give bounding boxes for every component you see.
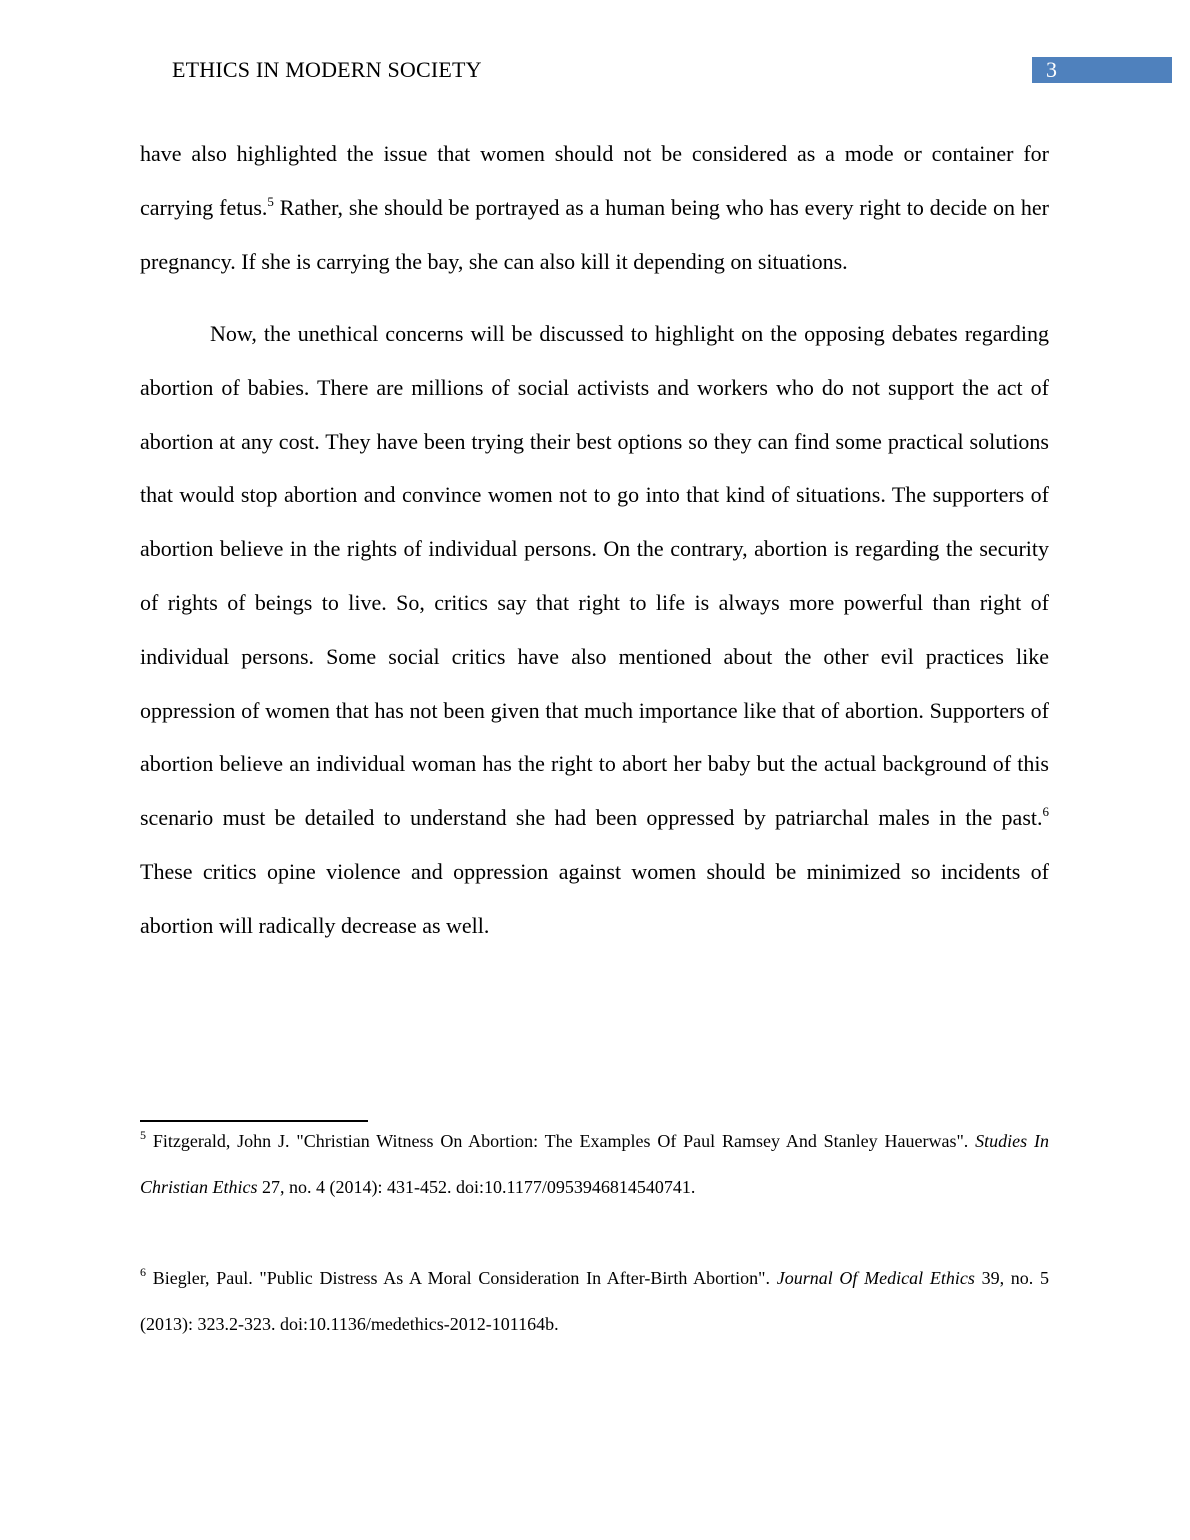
footnote-text: 27, no. 4 (2014): 431-452. doi:10.1177/0953946814540741.	[257, 1177, 696, 1197]
page-number-box	[1032, 57, 1172, 83]
footnote-text: 39, no. 5 (2013): 323.2-323. doi:10.1136/medethics-2012-101164b.	[140, 1268, 1050, 1334]
footnote-reference-5[interactable]: 5	[267, 193, 274, 209]
paragraph-text: These critics opine violence and oppression against women should be minimized so incidents of abortion will radically decrease as well.	[140, 858, 1049, 938]
footnote-journal: Studies In Christian Ethics	[140, 1131, 1049, 1197]
footnote-text: Fitzgerald, John J. "Christian Witness On Abortion: The Examples Of Paul Ramsey And Stanley Hauerwas".	[146, 1131, 976, 1151]
footnote-5	[140, 1118, 1049, 1210]
page-number: 3	[1046, 57, 1057, 82]
body-paragraph-1	[140, 127, 1049, 288]
footnote-6	[140, 1255, 1049, 1347]
paragraph-text: Rather, she should be portrayed as a human being who has every right to decide on her pregnancy. If she is carrying the bay, she can also kill it depending on situations.	[140, 194, 1049, 274]
footnote-reference-6[interactable]: 6	[1042, 804, 1049, 820]
paragraph-text: have also highlighted the issue that women should not be considered as a mode or container for carrying fetus.	[140, 141, 1049, 220]
footnote-text: Biegler, Paul. "Public Distress As A Moral Consideration In After-Birth Abortion".	[146, 1268, 777, 1288]
running-header-title: ETHICS IN MODERN SOCIETY	[172, 57, 482, 82]
footnote-number: 5	[140, 1128, 146, 1142]
footnote-number: 6	[140, 1265, 146, 1279]
body-paragraph-2	[140, 307, 1049, 953]
paragraph-text: Now, the unethical concerns will be discussed to highlight on the opposing debates regarding abortion of babies. There are millions of social activists and workers who do not support the act of abortion at any cost. They have been trying their best options so they can find some practical solutions that would stop abortion and convince women not to go into that kind of situations. The supporters of abortion believe in the rights of individual persons. On the contrary, abortion is regarding the security of rights of beings to live. So, critics say that right to life is always more powerful than right of individual persons. Some social critics have also mentioned about the other evil practices like oppression of women that has not been given that much importance like that of abortion. Supporters of abortion believe an individual woman has the right to abort her baby but the actual background of this scenario must be detailed to understand she had been oppressed by patriarchal males in the past.	[140, 321, 1049, 831]
footnote-journal: Journal Of Medical Ethics	[776, 1268, 975, 1288]
